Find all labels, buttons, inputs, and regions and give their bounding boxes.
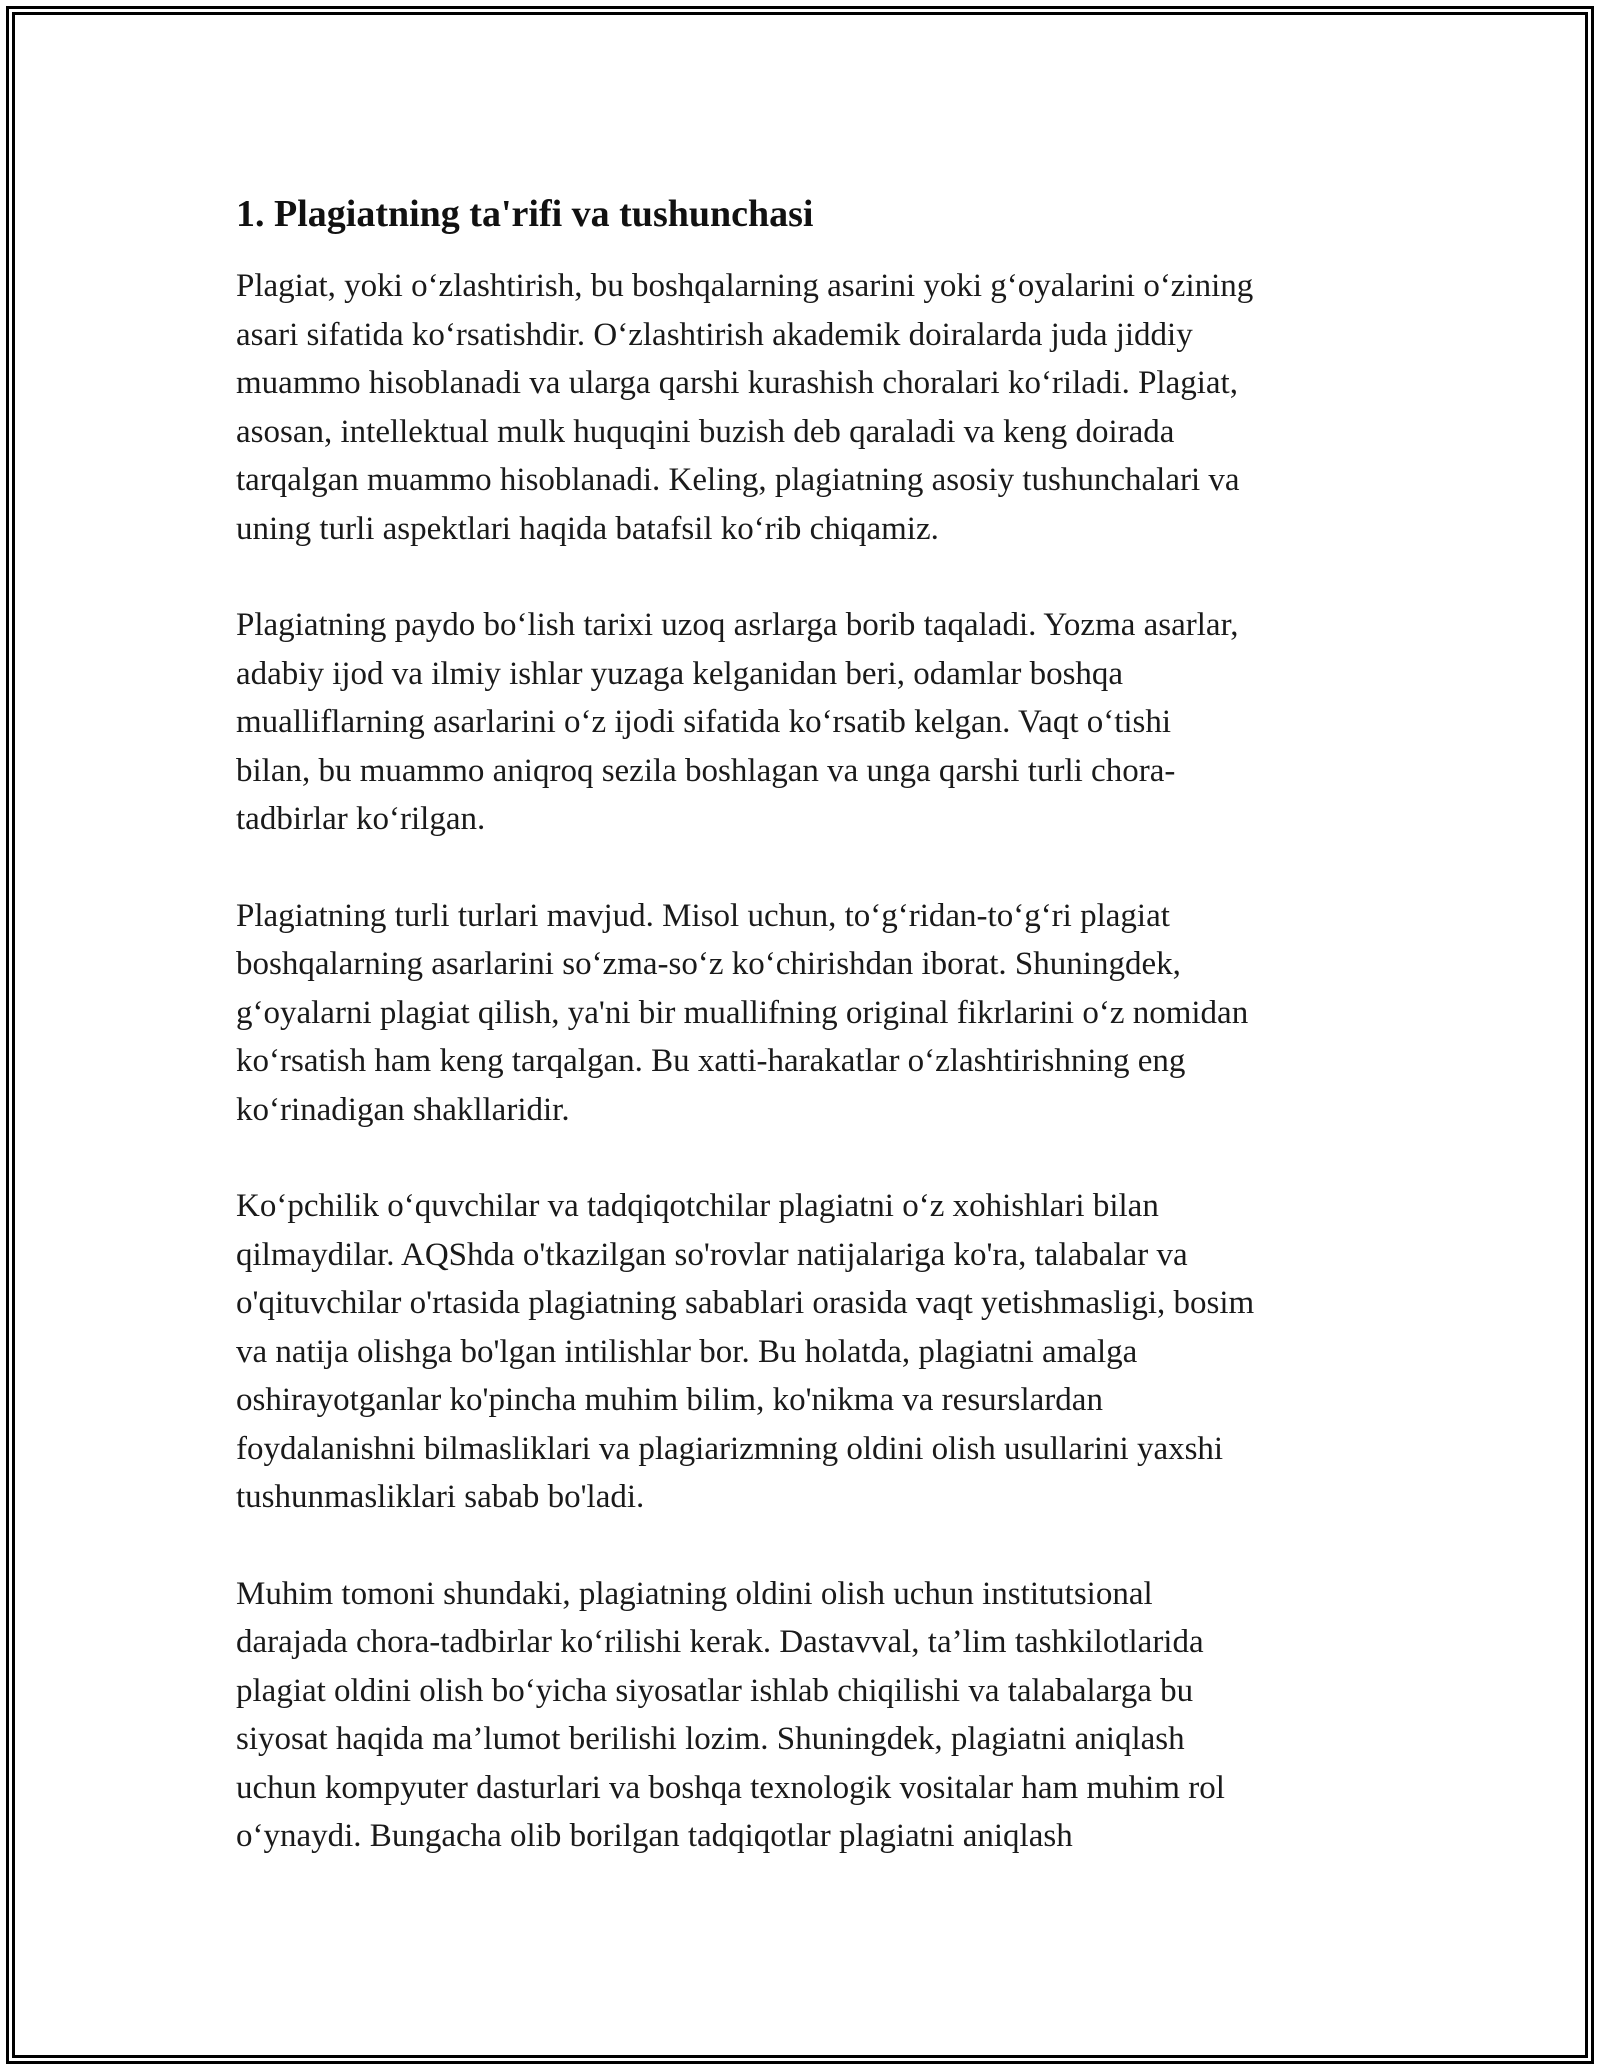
text-line: asari sifatida ko‘rsatishdir. O‘zlashtirish akademik doiralarda juda jiddiy [236, 316, 1193, 353]
document-page [236, 188, 1376, 1909]
text-line: darajada chora-tadbirlar ko‘rilishi kerak. Dastavval, ta’lim tashkilotlarida [236, 1624, 1204, 1660]
text-line: oshirayotganlar ko'pincha muhim bilim, ko'nikma va resurslardan [236, 1382, 1103, 1418]
paragraph-4 [236, 1182, 1376, 1522]
text-line: qilmaydilar. AQShda o'tkazilgan so'rovlar natijalariga ko'ra, talabalar va [236, 1236, 1188, 1273]
text-line: Ko‘pchilik o‘quvchilar va tadqiqotchilar plagiatni o‘z xohishlari bilan [236, 1188, 1159, 1224]
text-line: va natija olishga bo'lgan intilishlar bor. Bu holatda, plagiatni amalga [236, 1333, 1138, 1370]
text-line: foydalanishni bilmasliklari va plagiarizmning oldini olish usullarini yaxshi [236, 1430, 1224, 1467]
section-heading: 1. Plagiatning ta'rifi va tushunchasi [236, 193, 814, 235]
text-line: asosan, intellektual mulk huquqini buzish deb qaraladi va keng doirada [236, 413, 1175, 450]
text-line: g‘oyalarni plagiat qilish, ya'ni bir muallifning original fikrlarini o‘z nomidan [236, 994, 1249, 1031]
text-line: o'qituvchilar o'rtasida plagiatning sabablari orasida vaqt yetishmasligi, bosim [236, 1285, 1255, 1321]
text-line: Plagiatning paydo bo‘lish tarixi uzoq asrlarga borib taqaladi. Yozma asarlar, [236, 607, 1239, 643]
text-line: Muhim tomoni shundaki, plagiatning oldini olish uchun institutsional [236, 1575, 1153, 1612]
text-line: tarqalgan muammo hisoblanadi. Keling, plagiatning asosiy tushunchalari va [236, 462, 1240, 498]
text-line: muammo hisoblanadi va ularga qarshi kurashish choralari ko‘riladi. Plagiat, [236, 365, 1238, 401]
text-line: uning turli aspektlari haqida batafsil ko‘rib chiqamiz. [236, 510, 939, 547]
text-line: uchun kompyuter dasturlari va boshqa texnologik vositalar ham muhim rol [236, 1769, 1225, 1806]
text-line: siyosat haqida ma’lumot berilishi lozim. Shuningdek, plagiatni aniqlash [236, 1721, 1185, 1757]
text-line: ko‘rinadigan shakllaridir. [236, 1091, 570, 1128]
text-line: tadbirlar ko‘rilgan. [236, 801, 486, 837]
text-line: mualliflarning asarlarini o‘z ijodi sifatida ko‘rsatib kelgan. Vaqt o‘tishi [236, 704, 1172, 740]
text-line: plagiat oldini olish bo‘yicha siyosatlar ishlab chiqilishi va talabalarga bu [236, 1672, 1194, 1709]
text-line: bilan, bu muammo aniqroq sezila boshlagan va unga qarshi turli chora- [236, 752, 1176, 789]
text-line: Plagiatning turli turlari mavjud. Misol uchun, to‘g‘ridan-to‘g‘ri plagiat [236, 897, 1170, 934]
text-line: ko‘rsatish ham keng tarqalgan. Bu xatti-harakatlar o‘zlashtirishning eng [236, 1043, 1186, 1079]
paragraph-5 [236, 1570, 1376, 1861]
text-line: boshqalarning asarlarini so‘zma-so‘z ko‘chirishdan iborat. Shuningdek, [236, 946, 1181, 982]
text-line: tushunmasliklari sabab bo'ladi. [236, 1479, 645, 1515]
text-line: adabiy ijod va ilmiy ishlar yuzaga kelganidan beri, odamlar boshqa [236, 655, 1124, 692]
paragraph-1 [236, 262, 1376, 553]
text-line: Plagiat, yoki o‘zlashtirish, bu boshqalarning asarini yoki g‘oyalarini o‘zining [236, 268, 1254, 304]
paragraph-3 [236, 892, 1376, 1135]
text-line: o‘ynaydi. Bungacha olib borilgan tadqiqotlar plagiatni aniqlash [236, 1818, 1073, 1854]
paragraph-2 [236, 601, 1376, 844]
